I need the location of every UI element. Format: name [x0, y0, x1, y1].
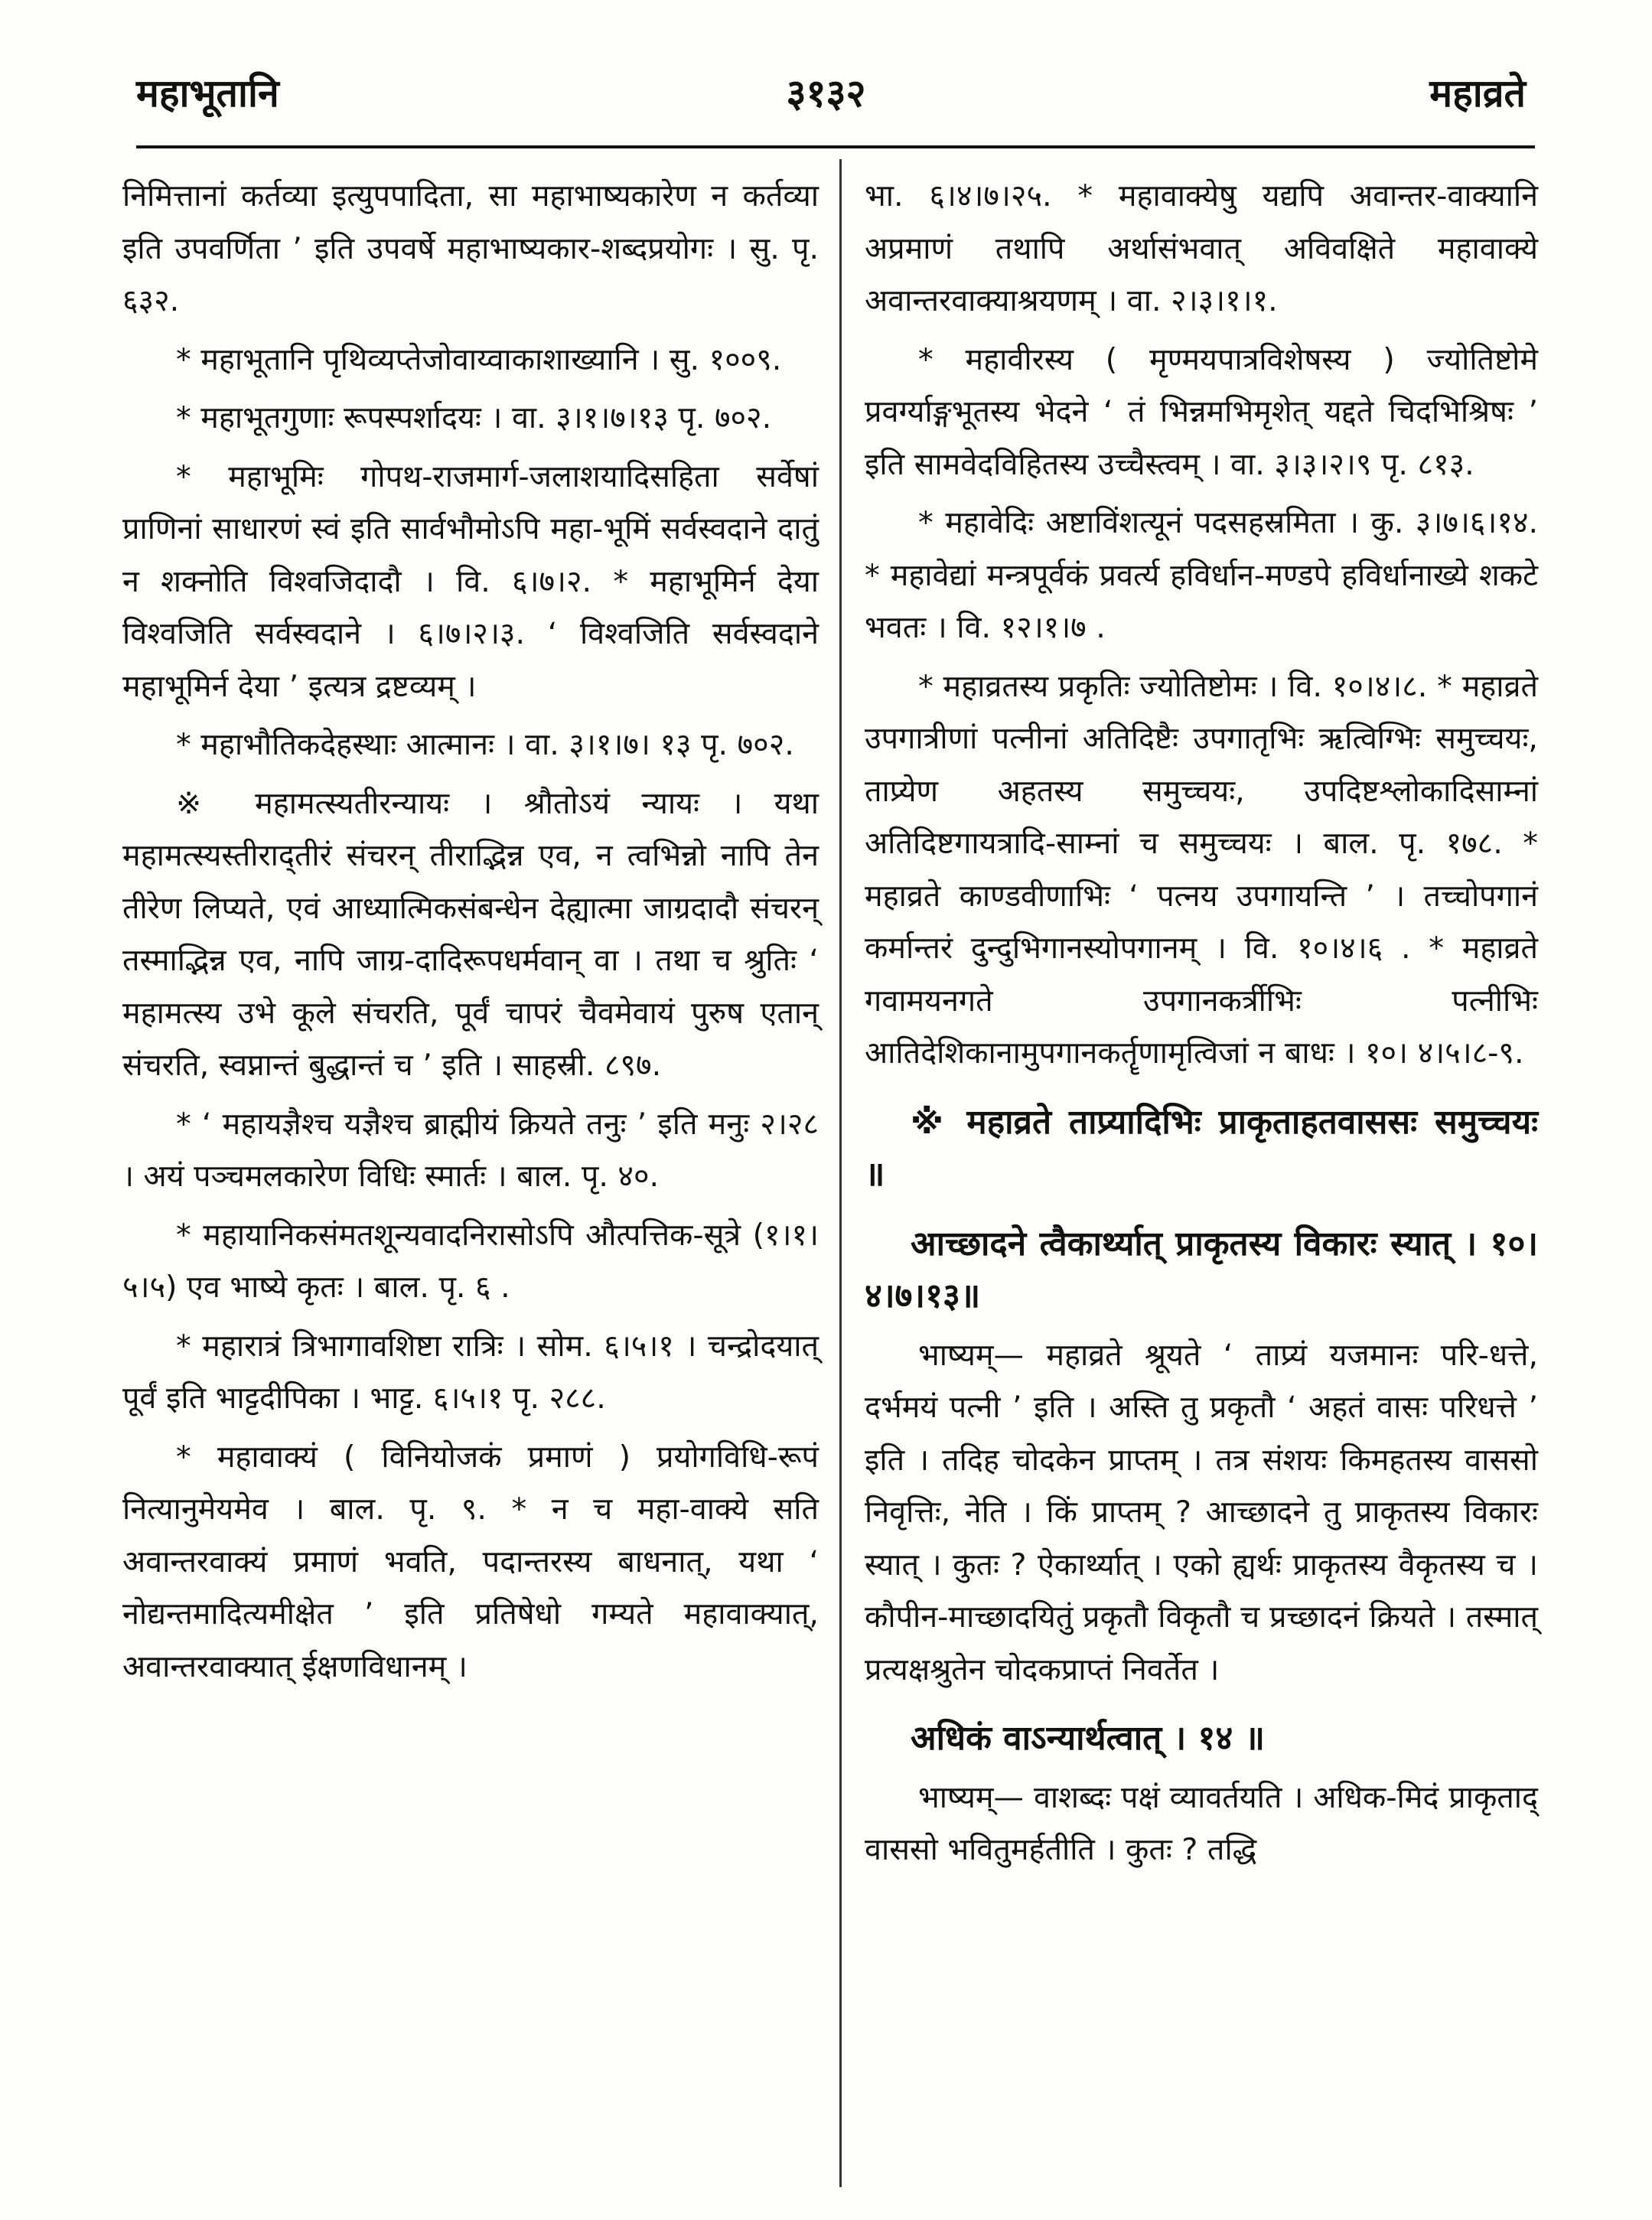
entry-paragraph: * महारात्रं त्रिभागावशिष्टा रात्रिः । सोम. ६।५।१ । चन्द्रोदयात् पूर्वं इति भाट्टदीपिका । भाट्ट. ६।५।१ पृ. २८८.: [122, 1328, 819, 1416]
entry-paragraph: * महाव्रतस्य प्रकृतिः ज्योतिष्टोमः । वि. १०।४।८. * महाव्रते उपगात्रीणां पत्नीनां अतिदिष्टैः उपगातृभिः ऋत्विग्भिः समुच्चयः, ताप्र्येण अहतस्य समुच्चयः, उपदिष्टश्लोकादिसाम्नां अतिदिष्टगायत्रादि-साम्नां च समुच्चयः । बाल. पृ. १७८. * महाव्रते काण्डवीणाभिः ‘ पत्नय उपगायन्ति ’ । तच्चोपगानं कर्मान्तरं दुन्दुभिगानस्योपगानम् । वि. १०।४।६ . * महाव्रते गवामयनगते उपगानकर्त्रीभिः पत्नीभिः आतिदेशिकानामुपगानकर्तॄणामृत्विजां न बाधः । १०। ४।५।८-९.: [865, 668, 1538, 1071]
entry-paragraph: * महाभूतगुणाः रूपस्पर्शादयः । वा. ३।१।७।१३ पृ. ७०२.: [176, 400, 772, 435]
entry-paragraph: * महावीरस्य ( मृण्मयपात्रविशेषस्य ) ज्योतिष्टोमे प्रवर्ग्याङ्गभूतस्य भेदने ‘ तं भिन्नमभिमृशेत् यद्दते चिदभिश्रिषः ’ इति सामवेदविहितस्य उच्चैस्त्वम् । वा. ३।३।२।९ पृ. ८१३.: [865, 341, 1538, 482]
entry-paragraph: * महावेदिः अष्टाविंशत्यूनं पदसहस्रमिता । कु. ३।७।६।१४. * महावेद्यां मन्त्रपूर्वकं प्रवर्त्य हविर्धान-मण्डपे हविर्धानाख्ये शकटे भवतः । वि. १२।१।७ .: [865, 505, 1538, 645]
entry-paragraph: भा. ६।४।७।२५. * महावाक्येषु यद्यपि अवान्तर-वाक्यानि अप्रमाणं तथापि अर्थासंभवात् अविवक्षिते महावाक्ये अवान्तरवाक्याश्रयणम् । वा. २।३।१।१.: [865, 178, 1538, 318]
entry-paragraph: * महाभूमिः गोपथ-राजमार्ग-जलाशयादिसहिता सर्वेषां प्राणिनां साधारणं स्वं इति सार्वभौमोऽपि महा-भूमिं सर्वस्वदाने दातुं न शक्नोति विश्वजिदादौ । वि. ६।७।२. * महाभूमिर्न देया विश्वजिति सर्वस्वदाने । ६।७।२।३. ‘ विश्वजिति सर्वस्वदाने महाभूमिर्न देया ’ इत्यत्र द्रष्टव्यम् ।: [122, 458, 819, 704]
running-head-right: महाव्रते: [1429, 71, 1526, 116]
entry-paragraph: * महाभौतिकदेहस्थाः आत्मानः । वा. ३।१।७। १३ पृ. ७०२.: [176, 727, 794, 762]
bhashya-paragraph: भाष्यम्— महाव्रते श्रूयते ‘ ताप्र्यं यजमानः परि-धत्ते, दर्भमयं पत्नी ’ इति । अस्ति तु प्रकृतौ ‘ अहतं वासः परिधत्ते ’ इति । तदिह चोदकेन प्राप्तम् । तत्र संशयः किमहतस्य वाससो निवृत्तिः, नेति । किं प्राप्तम् ? आच्छादने तु प्राकृतस्य विकारः स्यात् । कुतः ? ऐकार्थ्यात् । एको ह्यर्थः प्राकृतस्य वैकृतस्य च । कौपीन-माच्छादयितुं प्रकृतौ विकृतौ च प्रच्छादनं क्रियते । तस्मात् प्रत्यक्षश्रुतेन चोदकप्राप्तं निवर्तेत ।: [865, 1337, 1538, 1687]
entry-paragraph: * महावाक्यं ( विनियोजकं प्रमाणं ) प्रयोगविधि-रूपं नित्यानुमेयमेव । बाल. पृ. ९. * न च महा-वाक्ये सति अवान्तरवाक्यं प्रमाणं भवति, पदान्तरस्य बाधनात्, यथा ‘ नोद्यन्तमादित्यमीक्षेत ’ इति प्रतिषेधो गम्यते महावाक्यात्, अवान्तरवाक्यात् ईक्षणविधानम् ।: [122, 1439, 819, 1684]
sutra-text: अधिकं वाऽन्यार्थत्वात् । १४ ॥: [911, 1719, 1265, 1758]
entry-paragraph: निमित्तानां कर्तव्या इत्युपपादिता, सा महाभाष्यकारेण न कर्तव्या इति उपवर्णिता ’ इति उपवर्षे महाभाष्यकार-शब्दप्रयोगः । सु. पृ. ६३२.: [122, 178, 819, 318]
column-divider: [839, 159, 842, 2187]
page-number: ३१३२: [786, 71, 866, 116]
entry-paragraph: * महायानिकसंमतशून्यवादनिरासोऽपि औत्पत्तिक-सूत्रे (१।१।५।५) एव भाष्ये कृतः । बाल. पृ. ६ .: [122, 1217, 819, 1305]
adhikarana-heading: ※ महाव्रते ताप्र्यादिभिः प्राकृताहतवाससः समुच्चयः ॥: [865, 1102, 1538, 1194]
sutra-text: आच्छादने त्वैकार्थ्यात् प्राकृतस्य विकारः स्यात् । १०।४।७।१३॥: [865, 1224, 1538, 1315]
entry-paragraph: * महाभूतानि पृथिव्यप्तेजोवाय्वाकाशाख्यानि । सु. १००९.: [176, 341, 782, 377]
running-head-left: महाभूतानि: [136, 71, 279, 116]
bhashya-paragraph: भाष्यम्— वाशब्दः पक्षं व्यावर्तयति । अधिक-मिदं प्राकृताद् वाससो भवितुमर्हतीति । कुतः ? तद्धि: [865, 1779, 1538, 1867]
right-column: [865, 170, 1538, 1883]
left-column: [122, 170, 819, 1699]
entry-paragraph: ※ महामत्स्यतीरन्यायः । श्रौतोऽयं न्यायः । यथा महामत्स्यस्तीराद्तीरं संचरन् तीराद्भिन्न एव, न त्वभिन्नो नापि तेन तीरेण लिप्यते, एवं आध्यात्मिकसंबन्धेन देह्यात्मा जाग्रदादौ संचरन् तस्माद्भिन्न एव, नापि जाग्र-दादिरूपधर्मवान् वा । तथा च श्रुतिः ‘ महामत्स्य उभे कूले संचरति, पूर्वं चापरं चैवमेवायं पुरुष एतान् संचरति, स्वप्नान्तं बुद्धान्तं च ’ इति । साहस्री. ८९७.: [122, 785, 819, 1083]
entry-paragraph: * ‘ महायज्ञैश्च यज्ञैश्च ब्राह्मीयं क्रियते तनुः ’ इति मनुः २।२८ । अयं पञ्चमलकारेण विधिः स्मार्तः । बाल. पृ. ४०.: [122, 1106, 819, 1194]
header-rule: [136, 145, 1535, 148]
